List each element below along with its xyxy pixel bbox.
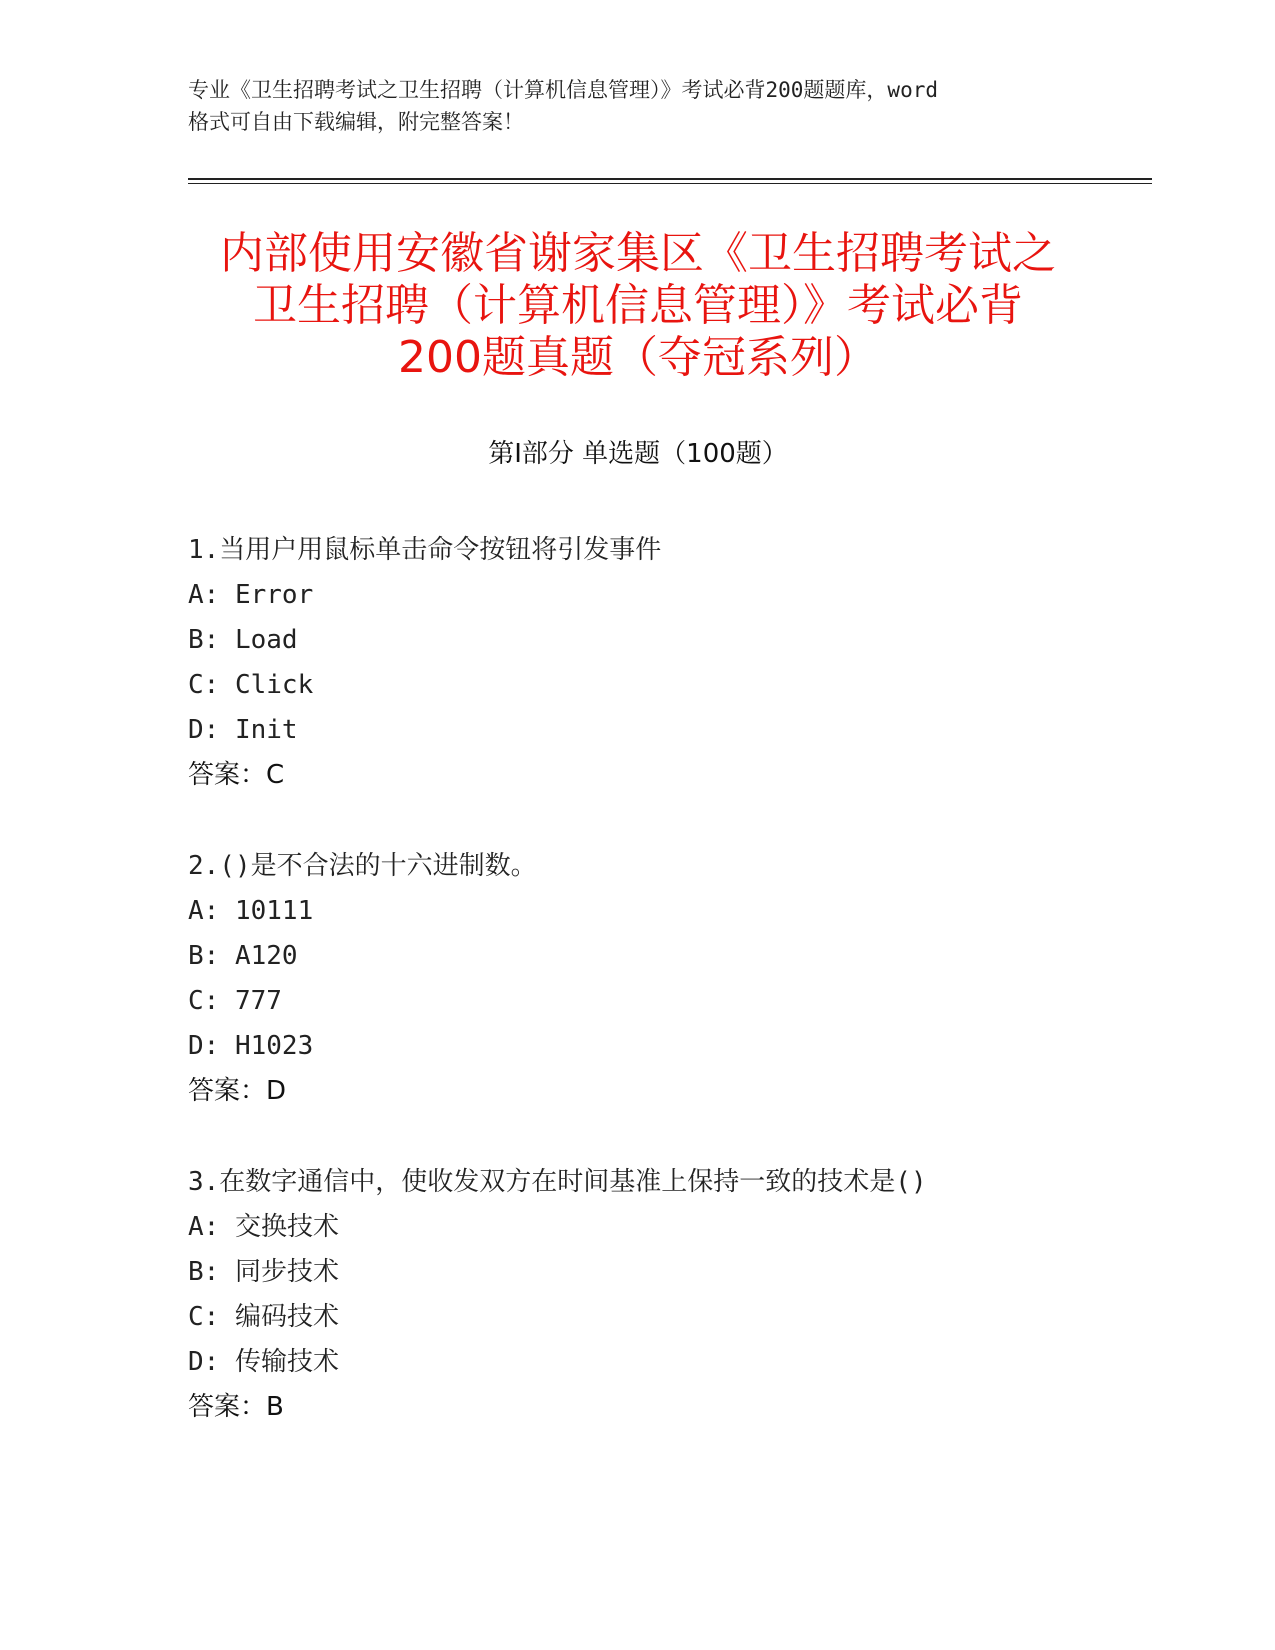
- header-divider-thin: [188, 183, 1152, 184]
- answer-line: 答案：D: [188, 1076, 287, 1106]
- document-title-line-1: 内部使用安徽省谢家集区《卫生招聘考试之: [220, 228, 1056, 279]
- header-divider-thick: [188, 178, 1152, 180]
- option-c: C: 编码技术: [188, 1302, 339, 1332]
- header-note-line-2: 格式可自由下载编辑，附完整答案！: [188, 110, 524, 134]
- document-title-line-2: 卫生招聘（计算机信息管理）》考试必背: [253, 280, 1023, 331]
- option-d: D: 传输技术: [188, 1347, 339, 1377]
- question-stem: 3.在数字通信中，使收发双方在时间基准上保持一致的技术是(): [188, 1167, 927, 1197]
- option-b: B: 同步技术: [188, 1257, 339, 1287]
- question-item: [188, 1160, 1128, 1430]
- document-title: [188, 228, 1088, 384]
- option-d: D: Init: [188, 715, 298, 745]
- option-b: B: Load: [188, 625, 298, 655]
- option-a: A: 10111: [188, 896, 314, 926]
- option-c: C: Click: [188, 670, 314, 700]
- question-item: [188, 844, 1128, 1114]
- option-c: C: 777: [188, 986, 282, 1016]
- document-title-line-3: 200题真题（夺冠系列）: [398, 332, 878, 383]
- option-b: B: A120: [188, 941, 298, 971]
- option-a: A: 交换技术: [188, 1212, 339, 1242]
- question-stem: 2.()是不合法的十六进制数。: [188, 851, 537, 881]
- question-stem: 1.当用户用鼠标单击命令按钮将引发事件: [188, 535, 662, 565]
- question-item: [188, 528, 1128, 798]
- answer-line: 答案：C: [188, 760, 285, 790]
- header-note: [188, 74, 1088, 138]
- option-a: A: Error: [188, 580, 314, 610]
- header-note-line-1: 专业《卫生招聘考试之卫生招聘（计算机信息管理）》考试必背200题题库，word: [188, 78, 938, 102]
- option-d: D: H1023: [188, 1031, 314, 1061]
- question-list: [188, 528, 1128, 1476]
- answer-line: 答案：B: [188, 1392, 284, 1422]
- section-title: 第Ⅰ部分 单选题（100题）: [488, 439, 788, 469]
